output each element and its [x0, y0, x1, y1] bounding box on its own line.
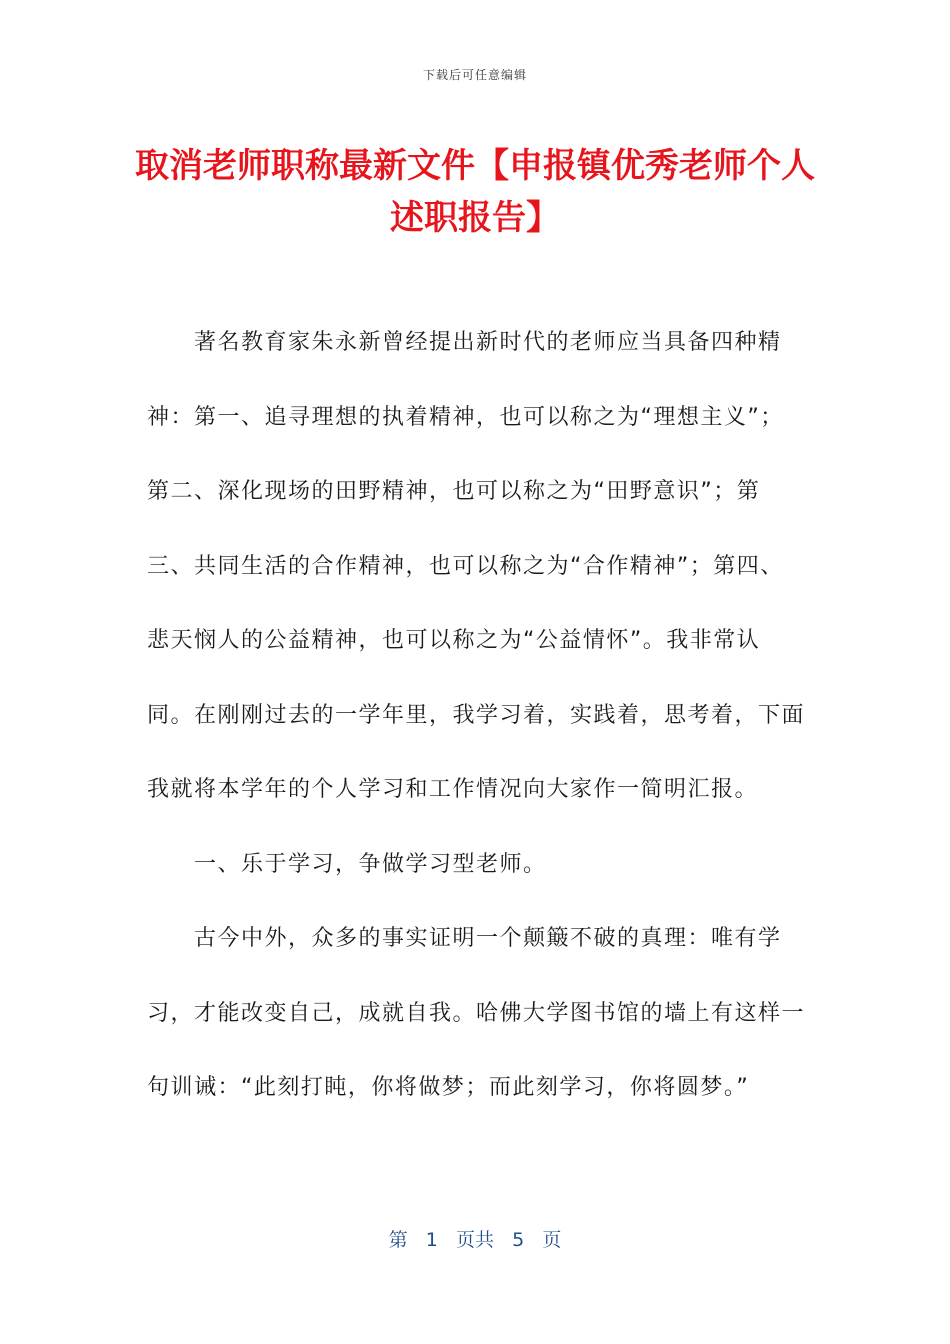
footer-middle: 页共 — [455, 1229, 494, 1251]
footer-total-pages: 5 — [512, 1229, 525, 1251]
paragraph-section-heading: 一、乐于学习，争做学习型老师。 — [194, 851, 547, 877]
header-note: 下载后可任意编辑 — [422, 68, 527, 82]
document-title: 取消老师职称最新文件【申报镇优秀老师个人述职报告】 — [135, 146, 815, 238]
paragraph-learning: 古今中外，众多的事实证明一个颠簸不破的真理：唯有学习，才能改变自己，成就自我。哈佛大学图书馆的墙上有这样一句训诫：“此刻打盹，你将做梦；而此刻学习，你将圆梦。” — [147, 926, 806, 1100]
page-footer — [0, 1225, 950, 1252]
footer-suffix: 页 — [542, 1229, 562, 1251]
footer-prefix: 第 — [388, 1229, 408, 1251]
footer-current-page: 1 — [425, 1229, 438, 1251]
paragraph-intro: 著名教育家朱永新曾经提出新时代的老师应当具备四种精神：第一、追寻理想的执着精神，也可以称之为“理想主义”；第二、深化现场的田野精神，也可以称之为“田野意识”；第三、共同生活的合作精神，也可以称之为“合作精神”；第四、悲天悯人的公益精神，也可以称之为“公益情怀”。我非常认同。在刚刚过去的一学年里，我学习着，实践着，思考着，下面我就将本学年的个人学习和工作情况向大家作一简明汇报。 — [147, 330, 806, 802]
document-body — [147, 306, 807, 1126]
